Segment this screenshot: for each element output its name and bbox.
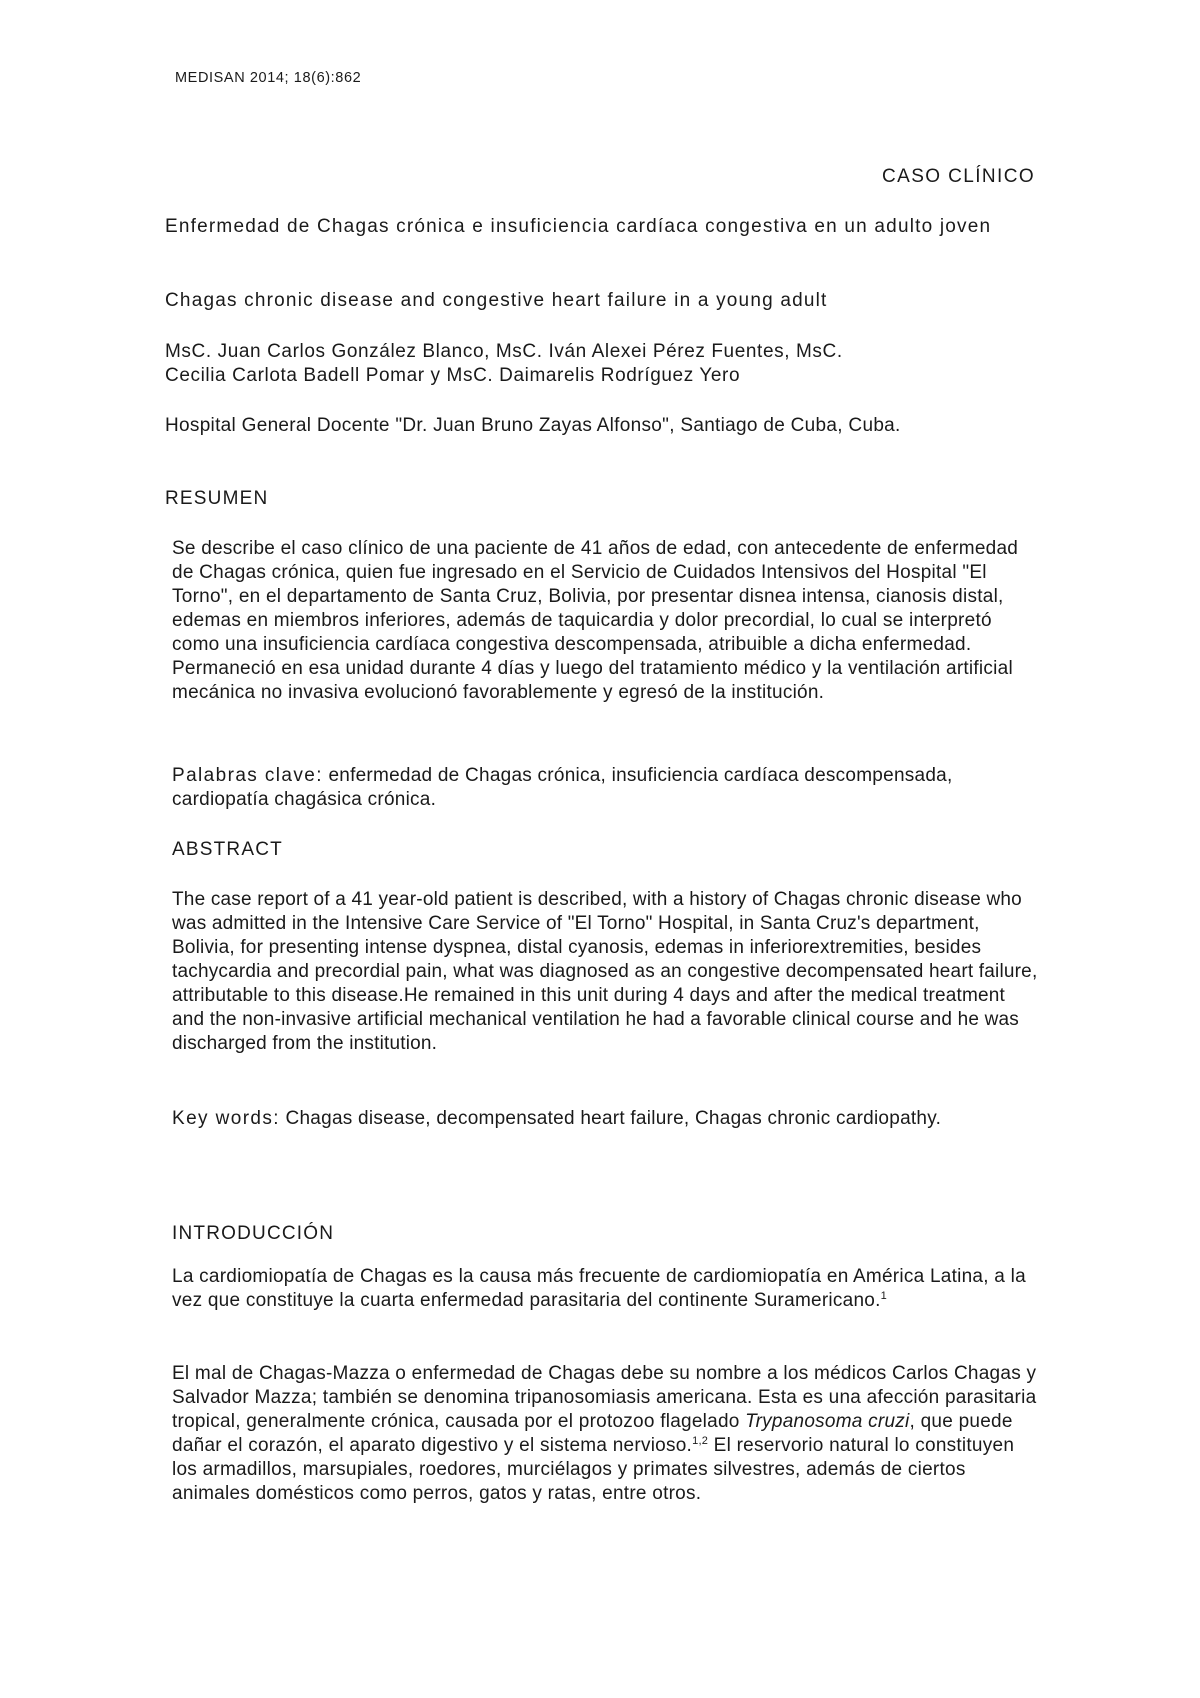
authors [165, 340, 1035, 388]
introduccion-paragraph-2 [172, 1362, 1042, 1506]
affiliation: Hospital General Docente "Dr. Juan Bruno Zayas Alfonso", Santiago de Cuba, Cuba. [165, 415, 901, 436]
palabras-clave-text: enfermedad de Chagas crónica, insuficiencia cardíaca descompensada, cardiopatía chagásica crónica. [172, 765, 953, 810]
article-title-spanish: Enfermedad de Chagas crónica e insuficiencia cardíaca congestiva en un adulto joven [165, 216, 992, 237]
key-words-label: Key words: [172, 1108, 280, 1129]
intro-p2-part1: El mal de Chagas-Mazza o enfermedad de Chagas debe su nombre a los médicos Carlos Chagas y Salvador Mazza; también se denomina tripanosomiasis americana. Esta es una afección parasitaria tropical, generalmente crónica, causada por el protozoo flagelado [172, 1363, 1037, 1432]
citation-ref: 1,2 [692, 1435, 709, 1447]
journal-reference: MEDISAN 2014; 18(6):862 [175, 70, 362, 86]
key-words [172, 1107, 1042, 1131]
species-name: Trypanosoma cruzi [745, 1411, 910, 1432]
resumen-text: Se describe el caso clínico de una paciente de 41 años de edad, con antecedente de enfermedad de Chagas crónica, quien fue ingresado en el Servicio de Cuidados Intensivos del Hospital "El Torno", en el departamento de Santa Cruz, Bolivia, por presentar disnea intensa, cianosis distal, edemas en miembros inferiores, además de taquicardia y dolor precordial, lo cual se interpretó como una insuficiencia cardíaca congestiva descompensada, atribuible a dicha enfermedad. Permaneció en esa unidad durante 4 días y luego del tratamiento médico y la ventilación artificial mecánica no invasiva evolucionó favorablemente y egresó de la institución. [172, 538, 1019, 703]
abstract-heading: ABSTRACT [172, 839, 283, 860]
palabras-clave-label: Palabras clave: [172, 765, 323, 786]
key-words-text: Chagas disease, decompensated heart failure, Chagas chronic cardiopathy. [285, 1108, 942, 1129]
resumen-heading: RESUMEN [165, 488, 269, 509]
intro-p2-part3: El reservorio natural lo constituyen los armadillos, marsupiales, roedores, murciélagos y primates silvestres, además de ciertos animales domésticos como perros, gatos y ratas, entre otros. [172, 1435, 1015, 1504]
citation-ref: 1 [880, 1290, 887, 1302]
intro-p1-text: La cardiomiopatía de Chagas es la causa más frecuente de cardiomiopatía en América Latina, a la vez que constituye la cuarta enfermedad parasitaria del continente Suramericano. [172, 1266, 1026, 1311]
article-title-english: Chagas chronic disease and congestive heart failure in a young adult [165, 290, 828, 311]
intro-p2-part2: , que puede dañar el corazón, el aparato digestivo y el sistema nervioso. [172, 1411, 1013, 1456]
section-type-label: CASO CLÍNICO [882, 166, 1035, 187]
authors-line-2: Cecilia Carlota Badell Pomar y MsC. Daimarelis Rodríguez Yero [165, 365, 741, 386]
palabras-clave [172, 764, 1042, 812]
abstract-text: The case report of a 41 year-old patient is described, with a history of Chagas chronic disease who was admitted in the Intensive Care Service of "El Torno" Hospital, in Santa Cruz's department, Bolivia, for presenting intense dyspnea, distal cyanosis, edemas in inferiorextremities, besides tachycardia and precordial pain, what was diagnosed as an congestive decompensated heart failure, attributable to this disease.He remained in this unit during 4 days and after the medical treatment and the non-invasive artificial mechanical ventilation he had a favorable clinical course and he was discharged from the institution. [172, 889, 1038, 1054]
authors-line-1: MsC. Juan Carlos González Blanco, MsC. Iván Alexei Pérez Fuentes, MsC. [165, 341, 843, 362]
introduccion-heading: INTRODUCCIÓN [172, 1223, 335, 1244]
introduccion-paragraph-1 [172, 1265, 1042, 1313]
